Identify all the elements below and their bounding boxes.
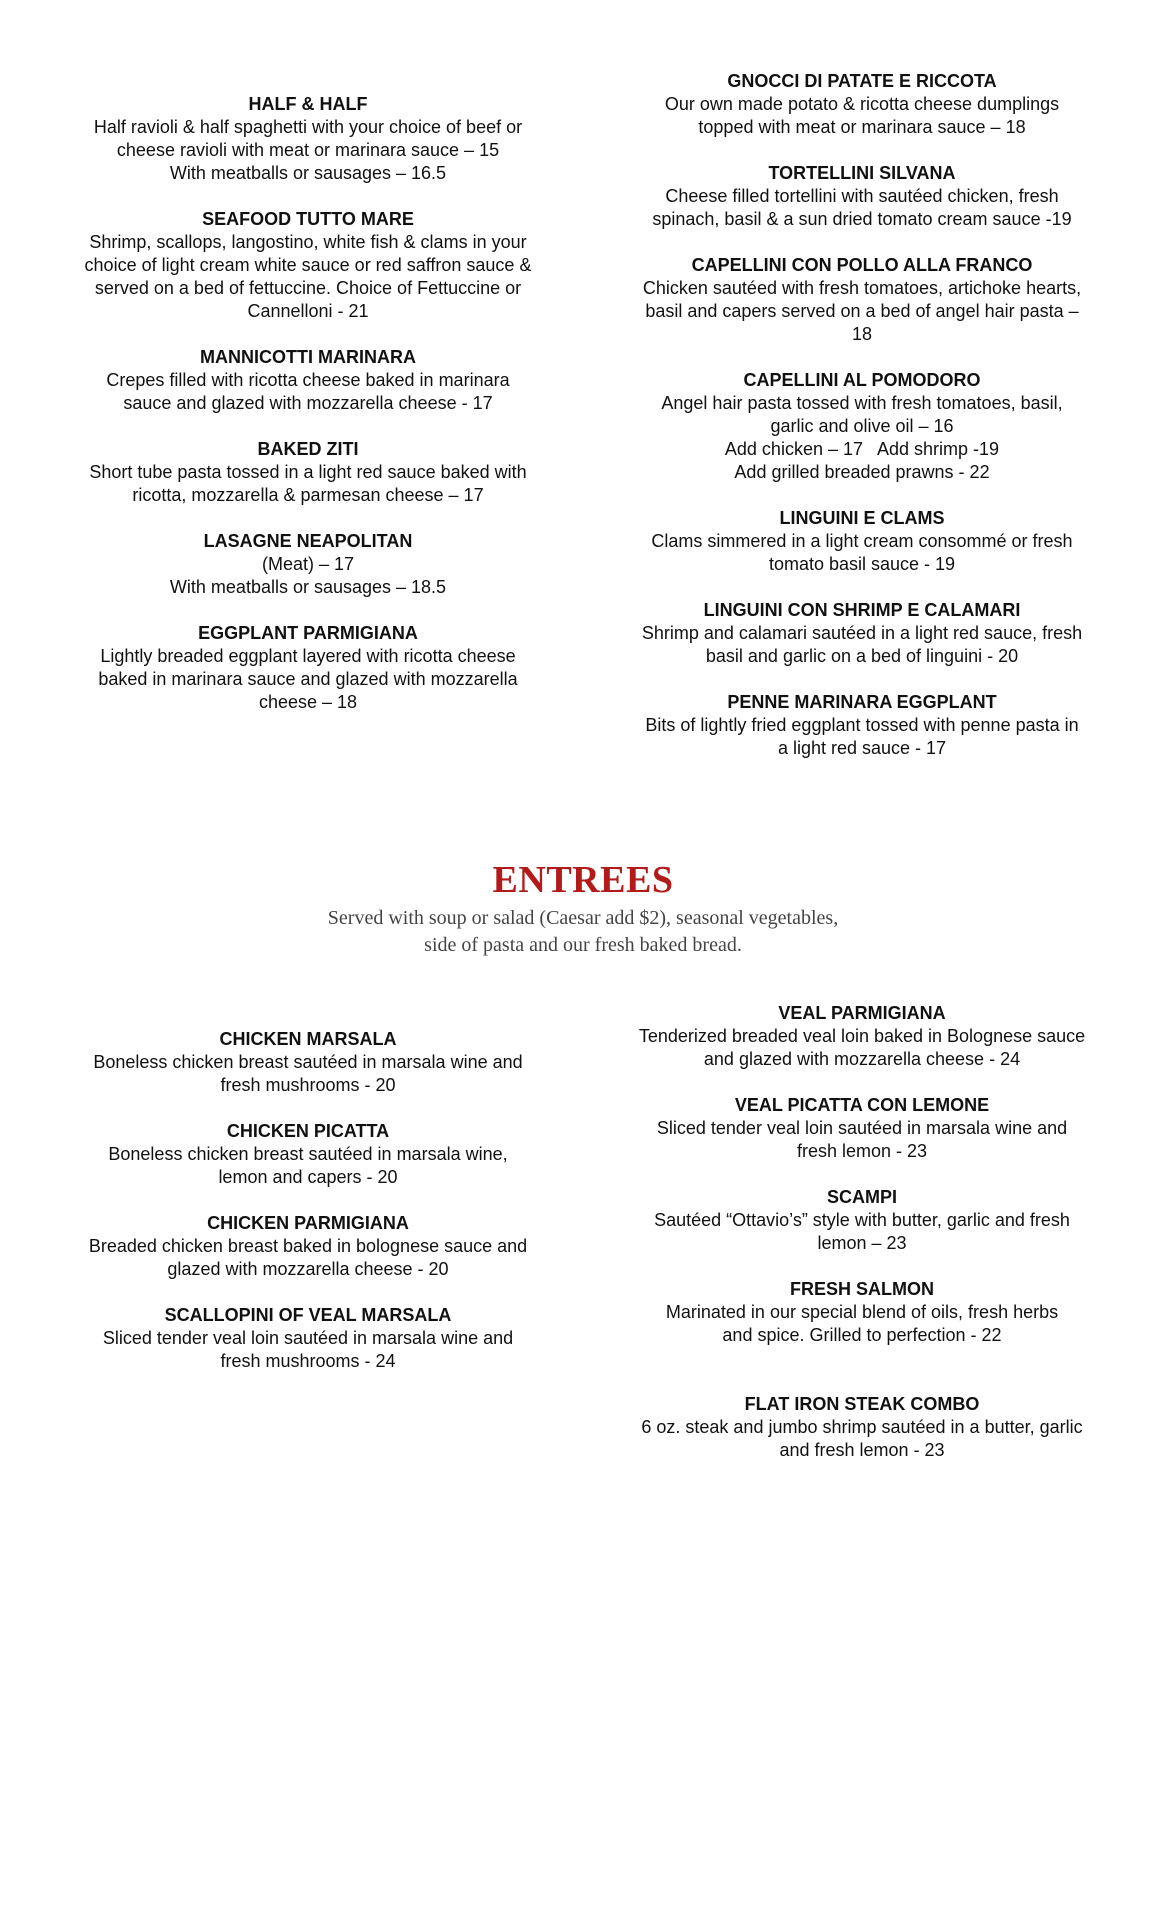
menu-item <box>612 254 1112 346</box>
menu-item <box>612 599 1112 668</box>
item-name: SEAFOOD TUTTO MARE <box>202 209 414 229</box>
item-name: FRESH SALMON <box>790 1279 934 1299</box>
item-name: CHICKEN PARMIGIANA <box>207 1213 409 1233</box>
menu-item <box>612 1186 1112 1255</box>
pasta-left-column <box>58 93 558 737</box>
description-line: Cannelloni - 21 <box>247 301 369 321</box>
description-line: 18 <box>851 324 873 344</box>
item-name: FLAT IRON STEAK COMBO <box>744 1394 980 1414</box>
item-description <box>612 1117 1112 1163</box>
description-line: Sautéed “Ottavio’s” style with butter, garlic and fresh <box>654 1210 1070 1230</box>
description-line: Shrimp and calamari sautéed in a light red sauce, fresh <box>641 623 1083 643</box>
item-name: CHICKEN PICATTA <box>226 1121 390 1141</box>
description-line: a light red sauce - 17 <box>777 738 947 758</box>
item-name: BAKED ZITI <box>257 439 359 459</box>
item-description <box>58 645 558 714</box>
item-description <box>612 1416 1112 1462</box>
description-line: Add chicken – 17 Add shrimp -19 <box>724 439 1000 459</box>
menu-item <box>58 1120 558 1189</box>
description-line: and fresh lemon - 23 <box>779 1440 945 1460</box>
item-name: SCALLOPINI OF VEAL MARSALA <box>164 1305 452 1325</box>
description-line: cheese ravioli with meat or marinara sauce – 15 <box>116 140 500 160</box>
item-description <box>612 1209 1112 1255</box>
menu-item <box>58 438 558 507</box>
description-line: With meatballs or sausages – 16.5 <box>169 163 447 183</box>
description-line: garlic and olive oil – 16 <box>770 416 954 436</box>
description-line: Crepes filled with ricotta cheese baked in marinara <box>106 370 510 390</box>
item-description <box>612 530 1112 576</box>
item-name: VEAL PARMIGIANA <box>778 1003 946 1023</box>
item-description <box>612 1301 1112 1347</box>
menu-item <box>58 1028 558 1097</box>
description-line: Sliced tender veal loin sautéed in marsala wine and <box>102 1328 514 1348</box>
description-line: Marinated in our special blend of oils, fresh herbs <box>665 1302 1059 1322</box>
description-line: With meatballs or sausages – 18.5 <box>169 577 447 597</box>
description-line: basil and capers served on a bed of angel hair pasta – <box>645 301 1079 321</box>
item-name: HALF & HALF <box>248 94 368 114</box>
description-line: basil and garlic on a bed of linguini - 20 <box>705 646 1019 666</box>
menu-item <box>612 691 1112 760</box>
item-description <box>612 392 1112 484</box>
description-line: fresh mushrooms - 20 <box>220 1075 396 1095</box>
description-line: Half ravioli & half spaghetti with your choice of beef or <box>93 117 523 137</box>
description-line: baked in marinara sauce and glazed with mozzarella <box>98 669 518 689</box>
entrees-subtitle <box>0 905 1166 959</box>
description-line: served on a bed of fettuccine. Choice of Fettuccine or <box>94 278 522 298</box>
item-name: CAPELLINI CON POLLO ALLA FRANCO <box>691 255 1033 275</box>
description-line: Clams simmered in a light cream consommé or fresh <box>651 531 1073 551</box>
description-line: Boneless chicken breast sautéed in marsala wine and <box>93 1052 523 1072</box>
entrees-right-column <box>612 1002 1112 1485</box>
subtitle-line: Served with soup or salad (Caesar add $2), seasonal vegetables, <box>327 907 839 929</box>
item-name: MANNICOTTI MARINARA <box>200 347 416 367</box>
menu-item <box>612 162 1112 231</box>
description-line: glazed with mozzarella cheese - 20 <box>167 1259 449 1279</box>
item-description <box>58 116 558 185</box>
item-description <box>612 622 1112 668</box>
menu-item <box>58 530 558 599</box>
item-description <box>58 369 558 415</box>
description-line: lemon – 23 <box>817 1233 907 1253</box>
description-line: Add grilled breaded prawns - 22 <box>734 462 990 482</box>
description-line: Chicken sautéed with fresh tomatoes, artichoke hearts, <box>642 278 1082 298</box>
description-line: and glazed with mozzarella cheese - 24 <box>703 1049 1021 1069</box>
description-line: Our own made potato & ricotta cheese dumplings <box>664 94 1060 114</box>
item-description <box>58 1051 558 1097</box>
description-line: Angel hair pasta tossed with fresh tomatoes, basil, <box>661 393 1063 413</box>
entrees-left-column <box>58 1028 558 1396</box>
menu-item <box>58 93 558 185</box>
description-line: Lightly breaded eggplant layered with ricotta cheese <box>100 646 516 666</box>
item-name: PENNE MARINARA EGGPLANT <box>727 692 997 712</box>
menu-item <box>612 1393 1112 1462</box>
description-line: cheese – 18 <box>258 692 358 712</box>
description-line: Bits of lightly fried eggplant tossed with penne pasta in <box>645 715 1079 735</box>
menu-item <box>58 622 558 714</box>
description-line: topped with meat or marinara sauce – 18 <box>698 117 1026 137</box>
description-line: Boneless chicken breast sautéed in marsala wine, <box>108 1144 508 1164</box>
item-name: LASAGNE NEAPOLITAN <box>203 531 413 551</box>
item-name: CHICKEN MARSALA <box>219 1029 397 1049</box>
entrees-heading: ENTREES <box>492 859 674 901</box>
item-name: VEAL PICATTA CON LEMONE <box>734 1095 990 1115</box>
item-description <box>612 277 1112 346</box>
pasta-right-column <box>612 70 1112 783</box>
menu-item <box>58 346 558 415</box>
menu-item <box>612 70 1112 139</box>
description-line: Breaded chicken breast baked in bolognese sauce and <box>88 1236 528 1256</box>
menu-item <box>612 1278 1112 1347</box>
item-description <box>58 1235 558 1281</box>
item-name: GNOCCI DI PATATE E RICCOTA <box>727 71 997 91</box>
menu-item <box>58 1212 558 1281</box>
item-description <box>58 231 558 323</box>
description-line: Tenderized breaded veal loin baked in Bolognese sauce <box>638 1026 1086 1046</box>
subtitle-line: side of pasta and our fresh baked bread. <box>424 934 742 956</box>
item-description <box>58 1327 558 1373</box>
description-line: choice of light cream white sauce or red saffron sauce & <box>84 255 532 275</box>
item-description <box>58 461 558 507</box>
menu-item <box>612 507 1112 576</box>
description-line: sauce and glazed with mozzarella cheese - 17 <box>123 393 493 413</box>
description-line: and spice. Grilled to perfection - 22 <box>722 1325 1002 1345</box>
item-description <box>612 1025 1112 1071</box>
item-name: TORTELLINI SILVANA <box>768 163 956 183</box>
description-line: Shrimp, scallops, langostino, white fish & clams in your <box>89 232 527 252</box>
item-description <box>58 1143 558 1189</box>
item-description <box>58 553 558 599</box>
description-line: lemon and capers - 20 <box>218 1167 398 1187</box>
menu-item <box>58 208 558 323</box>
menu-item <box>612 1002 1112 1071</box>
description-line: ricotta, mozzarella & parmesan cheese – 17 <box>132 485 484 505</box>
item-description <box>612 93 1112 139</box>
description-line: spinach, basil & a sun dried tomato cream sauce -19 <box>652 209 1072 229</box>
description-line: fresh lemon - 23 <box>796 1141 928 1161</box>
description-line: Cheese filled tortellini with sautéed chicken, fresh <box>665 186 1059 206</box>
menu-item <box>58 1304 558 1373</box>
item-name: CAPELLINI AL POMODORO <box>743 370 981 390</box>
menu-item <box>612 369 1112 484</box>
menu-item <box>612 1094 1112 1163</box>
item-description <box>612 714 1112 760</box>
description-line: 6 oz. steak and jumbo shrimp sautéed in a butter, garlic <box>641 1417 1083 1437</box>
description-line: fresh mushrooms - 24 <box>220 1351 396 1371</box>
description-line: (Meat) – 17 <box>261 554 355 574</box>
item-name: LINGUINI E CLAMS <box>779 508 945 528</box>
item-name: SCAMPI <box>826 1187 897 1207</box>
description-line: Sliced tender veal loin sautéed in marsala wine and <box>656 1118 1068 1138</box>
item-description <box>612 185 1112 231</box>
item-name: LINGUINI CON SHRIMP E CALAMARI <box>703 600 1021 620</box>
description-line: Short tube pasta tossed in a light red sauce baked with <box>89 462 527 482</box>
item-name: EGGPLANT PARMIGIANA <box>198 623 418 643</box>
description-line: tomato basil sauce - 19 <box>768 554 956 574</box>
